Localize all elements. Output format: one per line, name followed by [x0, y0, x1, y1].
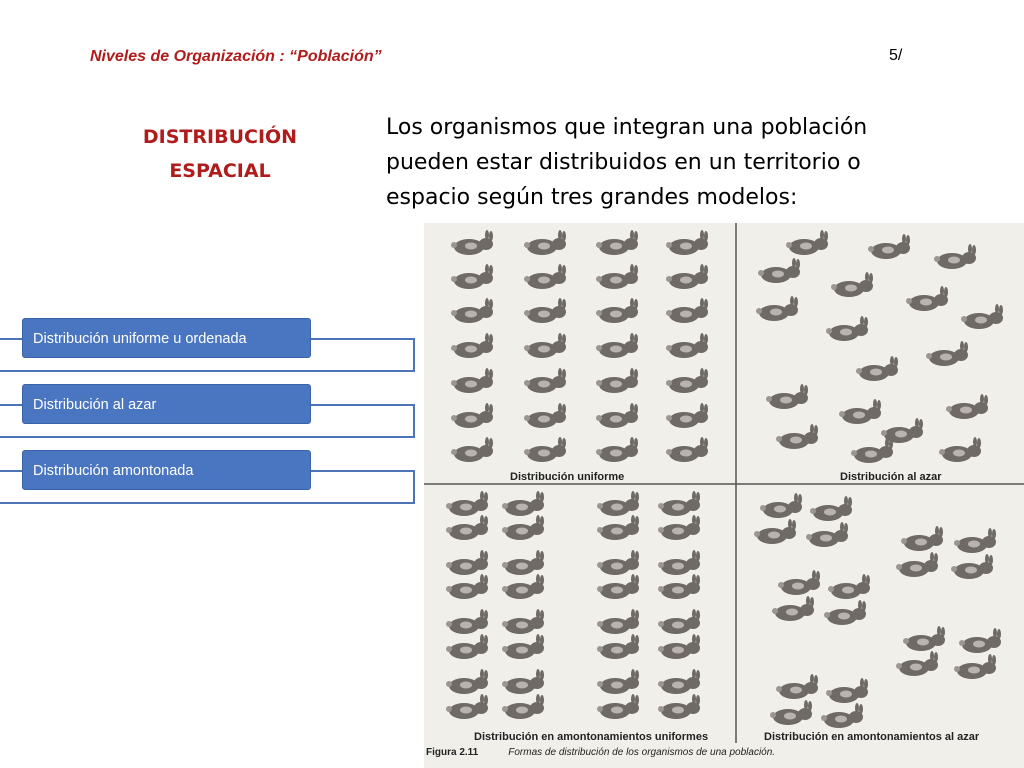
animal-icon [826, 678, 868, 703]
animal-icon [851, 438, 893, 463]
animal-icon [502, 574, 544, 599]
animal-icon [502, 609, 544, 634]
animal-icon [666, 437, 708, 462]
animal-icon [524, 368, 566, 393]
animal-icon [946, 394, 988, 419]
animal-icon [939, 437, 981, 462]
page-number: 5/ [889, 47, 903, 64]
animal-icon [446, 515, 488, 540]
animal-icon [446, 669, 488, 694]
section-title-line1: DISTRIBUCIÓN [142, 126, 298, 148]
animal-icon [658, 634, 700, 659]
animal-icon [451, 298, 493, 323]
animal-icon [810, 496, 852, 521]
animal-icon [658, 515, 700, 540]
animal-icon [502, 491, 544, 516]
animal-icon [839, 399, 881, 424]
animal-icon [596, 437, 638, 462]
animal-icon [868, 234, 910, 259]
animal-icon [524, 403, 566, 428]
animal-icon [666, 298, 708, 323]
list-item-uniforme [0, 318, 420, 388]
animal-icon [906, 286, 948, 311]
list-item-label: Distribución al azar [22, 384, 311, 424]
animal-icon [597, 634, 639, 659]
figure-number: Figura 2.11 [426, 747, 479, 758]
animal-icon [597, 694, 639, 719]
animal-icon [658, 574, 700, 599]
animal-icon [756, 296, 798, 321]
animal-icon [831, 272, 873, 297]
animal-icon [596, 264, 638, 289]
animal-icon [828, 574, 870, 599]
animal-icon [502, 550, 544, 575]
animal-icon [524, 333, 566, 358]
animal-icon [597, 574, 639, 599]
animal-icon [821, 703, 863, 728]
animal-icon [597, 491, 639, 516]
animal-icon [502, 515, 544, 540]
animal-icon [896, 651, 938, 676]
list-item-azar [0, 384, 420, 454]
animal-icon [824, 600, 866, 625]
panel-label-uniform: Distribución uniforme [510, 471, 625, 483]
panel-label-clumped-random: Distribución en amontonamientos al azar [764, 731, 980, 743]
animal-icon [951, 554, 993, 579]
animal-icon [776, 674, 818, 699]
animal-icon [658, 694, 700, 719]
animal-icon [502, 634, 544, 659]
distribution-figure [424, 223, 1024, 768]
animal-icon [786, 230, 828, 255]
animal-icon [597, 669, 639, 694]
animal-icon [826, 316, 868, 341]
animal-icon [896, 552, 938, 577]
animal-icon [451, 264, 493, 289]
animal-icon [666, 368, 708, 393]
animal-icon [451, 368, 493, 393]
animal-icon [446, 550, 488, 575]
animal-icon [524, 264, 566, 289]
animal-icon [926, 341, 968, 366]
panel-label-random: Distribución al azar [840, 471, 942, 483]
animal-icon [778, 570, 820, 595]
panel-label-clumped-uniform: Distribución en amontonamientos uniformes [474, 731, 709, 743]
animal-icon [666, 230, 708, 255]
animal-icon [451, 230, 493, 255]
animal-icon [961, 304, 1003, 329]
animal-icon [597, 550, 639, 575]
animal-icon [446, 609, 488, 634]
figure-caption-text: Formas de distribución de los organismos de una población. [508, 747, 776, 758]
list-item-label: Distribución amontonada [22, 450, 311, 490]
animal-icon [954, 654, 996, 679]
section-title-line2: ESPACIAL [169, 160, 271, 182]
slide-header-title: Niveles de Organización : “Población” [90, 48, 382, 65]
animal-icon [658, 669, 700, 694]
animal-icon [770, 700, 812, 725]
animal-icon [596, 403, 638, 428]
animal-icon [666, 264, 708, 289]
animal-icon [903, 626, 945, 651]
animal-icon [524, 230, 566, 255]
animal-icon [760, 493, 802, 518]
animal-icon [776, 424, 818, 449]
animal-icon [959, 628, 1001, 653]
section-title [120, 120, 320, 188]
animal-icon [451, 333, 493, 358]
animal-icon [856, 356, 898, 381]
animal-icon [772, 596, 814, 621]
animal-icon [502, 694, 544, 719]
animal-icon [596, 298, 638, 323]
figure-caption [426, 747, 775, 758]
animal-icon [666, 403, 708, 428]
animal-icon [446, 694, 488, 719]
animal-icon [451, 403, 493, 428]
animal-icon [596, 230, 638, 255]
animal-icon [766, 384, 808, 409]
animal-icon [596, 368, 638, 393]
animal-icon [658, 550, 700, 575]
animal-icon [658, 491, 700, 516]
animal-icon [451, 437, 493, 462]
animal-icon [666, 333, 708, 358]
figure-illustration [424, 223, 1024, 768]
animal-icon [954, 528, 996, 553]
animal-icon [758, 258, 800, 283]
animal-icon [596, 333, 638, 358]
animal-icon [934, 244, 976, 269]
animal-icon [658, 609, 700, 634]
intro-text: Los organismos que integran una población pueden estar distribuidos en un territorio o espacio según tres grandes modelos: [386, 115, 868, 210]
animal-icon [446, 491, 488, 516]
animal-icon [446, 634, 488, 659]
animal-icon [524, 437, 566, 462]
animal-icon [597, 609, 639, 634]
animal-icon [524, 298, 566, 323]
animal-icon [502, 669, 544, 694]
animal-icon [597, 515, 639, 540]
animal-icon [446, 574, 488, 599]
animal-icon [901, 526, 943, 551]
animal-icon [754, 519, 796, 544]
list-item-amontonada [0, 450, 420, 520]
animal-icon [806, 522, 848, 547]
list-item-label: Distribución uniforme u ordenada [22, 318, 311, 358]
